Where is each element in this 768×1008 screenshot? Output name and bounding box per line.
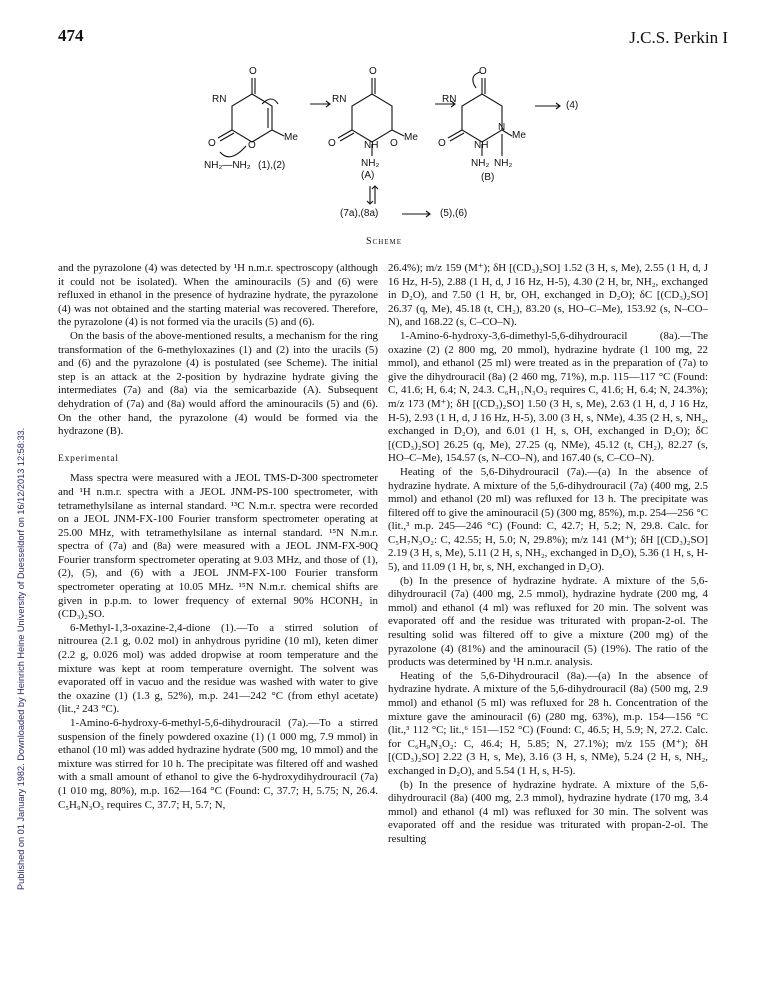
paragraph: Heating of the 5,6-Dihydrouracil (7a).—(a) In the absence of hydrazine hydrate. A mixture of the 5,6-dihydrouracil (7a) (400 mg, 2.5 mmol) and ethanol (20 ml) was refluxed for 13 h. The precipitate was filtered off to give the aminouracil (5) (300 mg, 85%), m.p. 254—256 °C (lit.,³ m.p. 245—246 °C) (Found: C, 42.7; H, 5.2; N, 29.8. Calc. for C₅H₇N₃O₂: C, 42.55; H, 5.0; N, 29.8%); m/z 141 (M⁺); δH [(CD₃)₂SO] 2.19 (3 H, s, Me), 5.11 (2 H, s, NH₂, exchanged in D₂O), 5.36 (1 H, s, H-5), and 11.09 (1 H, br, s, NH, exchanged in D₂O). xyxy=(388,465,708,574)
scheme-nh-a: NH xyxy=(364,140,379,151)
paragraph: Mass spectra were measured with a JEOL TMS-D-300 spectrometer and ¹H n.m.r. spectra with a JEOL JNM-PS-100 spectrometer, with tetramethylsilane as internal standard. ¹³C N.m.r. spectra were recorded on a JEOL JNM-FX-100 Fourier transform spectrometer operating at 25.00 MHz, with tetramethylsilane as internal standard. ¹⁵N N.m.r. spectra of (7a) and (8a) were measured with a JEOL JNM-FX-90Q Fourier transform spectrometer operating at 9.03 MHz, and those of (1), (2), (5), and (6) with a JEOL JNM-FX-100 Fourier transform spectrometer operating at 10.05 MHz. ¹⁵N N.m.r. chemical shifts are given in p.p.m. to lower frequency of external 90% HCONH₂ in (CD₃)₂SO. xyxy=(58,472,378,621)
paragraph: 1-Amino-6-hydroxy-3,6-dimethyl-5,6-dihydrouracil (8a).—The oxazine (2) (2 800 mg, 20 mmol), hydrazine hydrate (1 100 mg, 22 mmol), and ethanol (25 ml) were treated as in the preparation of (7a) to give the dihydrouracil (8a) (2 460 mg, 71%), m.p. 115—117 °C (Found: C, 41.6; H, 6.4; N, 24.3. C₆H₁₁N₃O₃ requires C, 41.6; H, 6.4; N, 24.3%); m/z 173 (M⁺); δH [(CD₃)₂SO] 1.50 (3 H, s, Me), 2.63 (1 H, d, J 16 Hz, H-5), 2.93 (1 H, d, J 16 Hz, H-5), 3.00 (3 H, s, NMe), 4.35 (2 H, s, NH₂, exchanged in D₂O), and 6.01 (1 H, s, OH, exchanged in D₂O); δC [(CD₃)₂SO] 26.25 (q, Me), 27.25 (q, NMe), 45.12 (t, CH₂), 82.27 (s, HO–C–Me), 154.57 (s, N–CO–N), and 167.40 (s, C–CO–N). xyxy=(388,329,708,465)
scheme-me-a: Me xyxy=(404,132,418,143)
scheme-label-a: (A) xyxy=(361,170,375,181)
semicarbazide-ring xyxy=(352,94,392,142)
scheme-me-b: Me xyxy=(512,130,526,141)
scheme-caption: Scheme xyxy=(365,236,403,247)
scheme-o-ring-1: O xyxy=(248,140,256,151)
right-column xyxy=(388,262,708,847)
left-column xyxy=(58,262,378,812)
reaction-scheme xyxy=(150,64,630,264)
scheme-o-top-a: O xyxy=(369,66,377,77)
scheme-o-left-a: O xyxy=(328,138,336,149)
scheme-o-right-a: O xyxy=(390,138,398,149)
paragraph: Heating of the 5,6-Dihydrouracil (8a).—(a) In the absence of hydrazine hydrate. A mixture of the 5,6-dihydrouracil (8a) (500 mg, 2.9 mmol) and ethanol (5 ml) was refluxed for 28 h. Concentration of the mixture gave the aminouracil (6) (280 mg, 63%), m.p. 154—156 °C (lit.,³ 112 °C; lit.,⁶ 151—152 °C) (Found: C, 46.5; H, 5.9; N, 27.2. Calc. for C₆H₉N₃O₂: C, 46.4; H, 5.85; N, 27.1%); m/z 155 (M⁺); δH [(CD₃)₂SO] 2.22 (3 H, s, Me), 3.16 (3 H, s, NMe), 5.24 (2 H, s, NH₂, exchanged in D₂O), and 5.54 (1 H, s, H-5). xyxy=(388,669,708,777)
scheme-o-top-b: O xyxy=(479,66,487,77)
paragraph: and the pyrazolone (4) was detected by ¹H n.m.r. spectroscopy (although it could not be isolated). When the aminouracils (5) and (6) were refluxed in ethanol in the presence of hydrazine hydrate, the pyrazolone (4) was not obtained and the starting material was recovered. Therefore, the pyrazolone (4) is not formed via the uracils (5) and (6). xyxy=(58,262,378,329)
scheme-nh2-b2: NH₂ xyxy=(494,158,513,169)
scheme-nh-b: NH xyxy=(474,140,489,151)
scheme-me-1: Me xyxy=(284,132,298,143)
scheme-rn-1: RN xyxy=(212,94,227,105)
provenance-text: Published on 01 January 1982. Downloaded by Heinrich Heine University of Duesseldorf on 16/12/2013 12:58:33. xyxy=(16,427,26,890)
hydrazone-ring xyxy=(462,94,502,142)
paragraph: On the basis of the above-mentioned results, a mechanism for the ring transformation of the 6-methyloxazines (1) and (2) into the uracils (5) and (6) and the pyrazolone (4) is postulated (see Scheme). The initial step is an attack at the 2-position by hydrazine hydrate giving the intermediates (7a) and (8a) via the semicarbazide (A). Subsequent dehydration of (7a) and (8a) would afford the aminouracils (5) and (6). On the other hand, the pyrazolone (4) would be formed via the hydrazone (B). xyxy=(58,329,378,438)
scheme-refs-1-2: (1),(2) xyxy=(258,160,286,171)
paragraph: 1-Amino-6-hydroxy-6-methyl-5,6-dihydrouracil (7a).—To a stirred suspension of the finely powdered oxazine (1) (1 000 mg, 7.9 mmol) in ethanol (10 ml) was added hydrazine hydrate (500 mg, 10 mmol) and the mixture was stirred for 10 h. The precipitate was filtered off and washed with a small amount of ethanol to give the 6-hydroxydihydrouracil (7a) (1 010 mg, 80%), m.p. 162—164 °C (Found: C, 37.7; H, 5.75; N, 26.4. C₅H₉N₃O₃ requires C, 37.7; H, 5.7; N, xyxy=(58,717,378,811)
scheme-hydrazine: NH₂—NH₂ xyxy=(204,160,251,171)
paragraph: (b) In the presence of hydrazine hydrate. A mixture of the 5,6-dihydrouracil (7a) (400 mg, 2.5 mmol), hydrazine hydrate (200 mg, 4 mmol) and ethanol (4 ml) was refluxed for 20 min. The solvent was evaporated off and the residue was triturated with propan-2-ol. The resulting solid was filtered off to give a mixture (200 mg) of the pyrazolone (4) (81%) and the aminouracil (5) (19%). The ratio of the products was determined by ¹H n.m.r. analysis. xyxy=(388,574,708,669)
scheme-o-top-1: O xyxy=(249,66,257,77)
paragraph: 6-Methyl-1,3-oxazine-2,4-dione (1).—To a stirred solution of nitrourea (2.1 g, 0.02 mol) in anhydrous pyridine (10 ml), keten dimer (2.2 g, 0.026 mol) was added dropwise at room temperature and the mixture was kept at room temperature overnight. The solvent was evaporated off in vacuo and the residue was washed with water to give the oxazine (1) (1.3 g, 52%), m.p. 241—242 °C (from ethyl acetate) (lit.,² 243 °C). xyxy=(58,621,378,716)
scheme-o-left-b: O xyxy=(438,138,446,149)
scheme-label-b: (B) xyxy=(481,172,495,183)
paragraph: 26.4%); m/z 159 (M⁺); δH [(CD₃)₂SO] 1.52 (3 H, s, Me), 2.55 (1 H, d, J 16 Hz, H-5), 2.88 (1 H, d, J 16 Hz, H-5), 4.30 (2 H, br, NH₂, exchanged in D₂O), and 7.50 (1 H, br, OH, exchanged in D₂O); δC [(CD₃)₂SO] 26.37 (q, Me), 45.18 (t, CH₂), 83.20 (s, HO–C–Me), 153.92 (s, N–CO–N), and 168.22 (s, C–CO–N). xyxy=(388,262,708,329)
provenance-sidebar xyxy=(4,150,26,890)
scheme-n-b: N xyxy=(498,122,506,133)
scheme-product-4: (4) xyxy=(566,100,579,111)
scheme-rn-a: RN xyxy=(332,94,347,105)
paragraph: (b) In the presence of hydrazine hydrate. A mixture of the 5,6-dihydrouracil (8a) (400 mg, 2.3 mmol), hydrazine hydrate (170 mg, 3.4 mmol) and ethanol (4 ml) was refluxed for 30 min. The solvent was evaporated off and the residue was triturated with propan-2-ol. The resulting xyxy=(388,778,708,845)
scheme-o-left-1: O xyxy=(208,138,216,149)
scheme-products-5-6: (5),(6) xyxy=(440,208,468,219)
scheme-rn-b: RN xyxy=(442,94,457,105)
page-number: 474 xyxy=(58,26,84,45)
scheme-nh2-b1: NH₂ xyxy=(471,158,490,169)
curved-arrow-1 xyxy=(220,146,246,157)
curved-arrow-2 xyxy=(262,99,278,104)
scheme-intermediates: (7a),(8a) xyxy=(340,208,379,219)
journal-title: J.C.S. Perkin I xyxy=(629,28,728,47)
scheme-nh2-a: NH₂ xyxy=(361,158,380,169)
section-heading-experimental: Experimental xyxy=(58,453,119,464)
